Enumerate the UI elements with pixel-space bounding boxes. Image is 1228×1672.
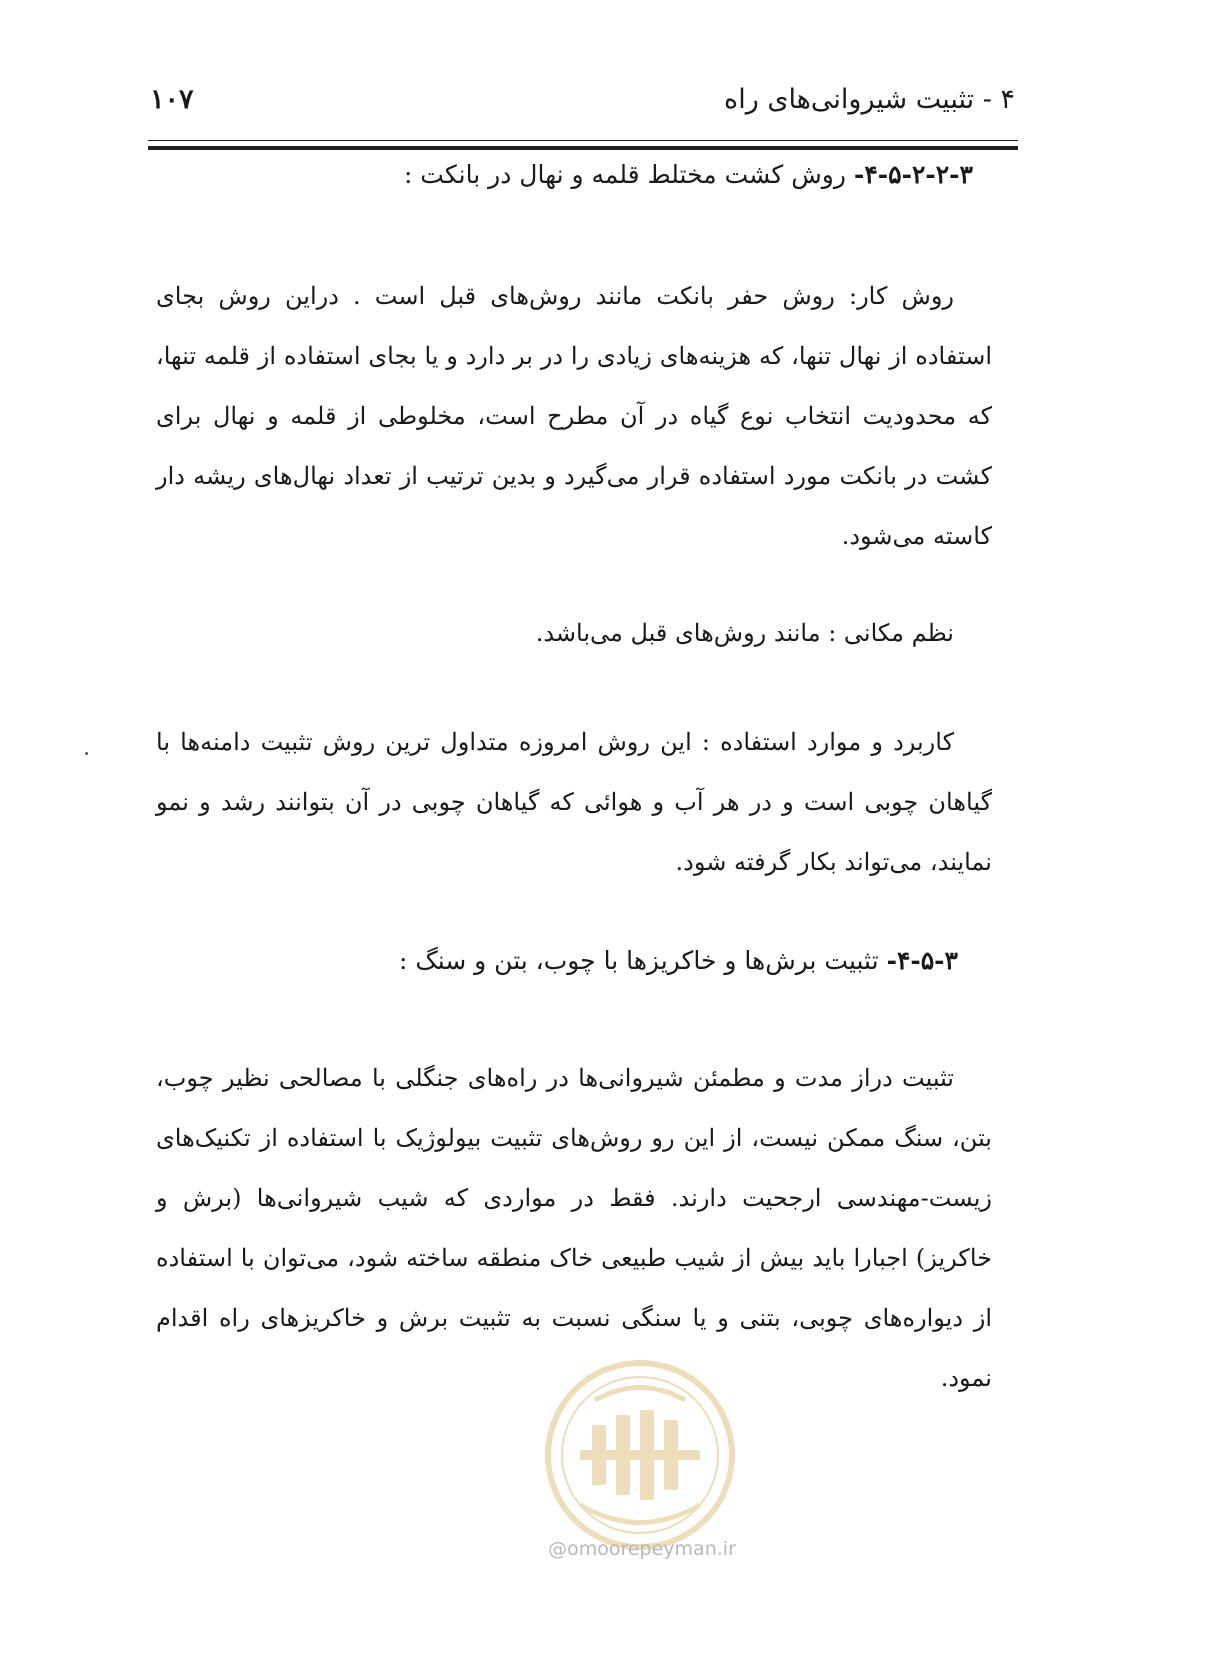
section-title-2: تثبیت برش‌ها و خاکریزها با چوب، بتن و سنگ : [398, 946, 879, 975]
section-number-1: ۴-۵-۲-۲-۳- [853, 160, 973, 189]
watermark-site: @omoorepeyman.ir [548, 1538, 736, 1560]
header-rule-thin [148, 140, 1018, 141]
section-heading-1 [404, 160, 973, 189]
stray-mark [85, 752, 88, 755]
paragraph-application: کاربرد و موارد استفاده : این روش امروزه متداول ترین روش تثبیت دامنه‌ها با گیاهان چوبی است و در هر آب و هوائی که گیاهان چوبی در آن بتوانند رشد و نمو نمایند، می‌تواند بکار گرفته شود. [156, 728, 992, 876]
section-title-1: روش کشت مختلط قلمه و نهال در بانکت : [403, 160, 846, 189]
page-number: ۱۰۷ [150, 84, 194, 115]
header-rule-thick [148, 146, 1018, 150]
chapter-title: ۴ - تثبیت شیروانی‌های راه [724, 84, 1015, 115]
paragraph-method: روش کار: روش حفر بانکت مانند روش‌های قبل است . دراین روش بجای استفاده از نهال تنها، که هزینه‌های زیادی را در بر دارد و یا بجای استفاده از قلمه تنها، که محدودیت انتخاب نوع گیاه در آن مطرح است، مخلوطی از قلمه و نهال برای کشت در بانکت مورد استفاده قرار می‌گیرد و بدین ترتیب از تعداد نهال‌های ریشه دار کاسته می‌شود. [156, 282, 992, 550]
section-number-2: ۴-۵-۳- [886, 946, 958, 975]
paragraph-spacing: نظم مکانی : مانند روش‌های قبل می‌باشد. [535, 619, 954, 647]
page-header [150, 78, 1015, 128]
section-heading-2 [399, 946, 958, 975]
paragraph-final: تثبیت دراز مدت و مطمئن شیروانی‌ها در راه‌های جنگلی با مصالحی نظیر چوب، بتن، سنگ ممکن نیست، از این رو روش‌های تثبیت بیولوژیک با استفاده از تکنیک‌های زیست-مهندسی ارجحیت دارند. فقط در مواردی که شیب شیروانی‌ها (برش و خاکریز) اجبارا باید بیش از شیب طبیعی خاک منطقه ساخته شود، می‌توان با استفاده از دیواره‌های چوبی، بتنی و یا سنگی نسبت به تثبیت برش و خاکریزهای راه اقدام نمود. [156, 1064, 992, 1392]
watermark-logo-icon [540, 1355, 740, 1555]
